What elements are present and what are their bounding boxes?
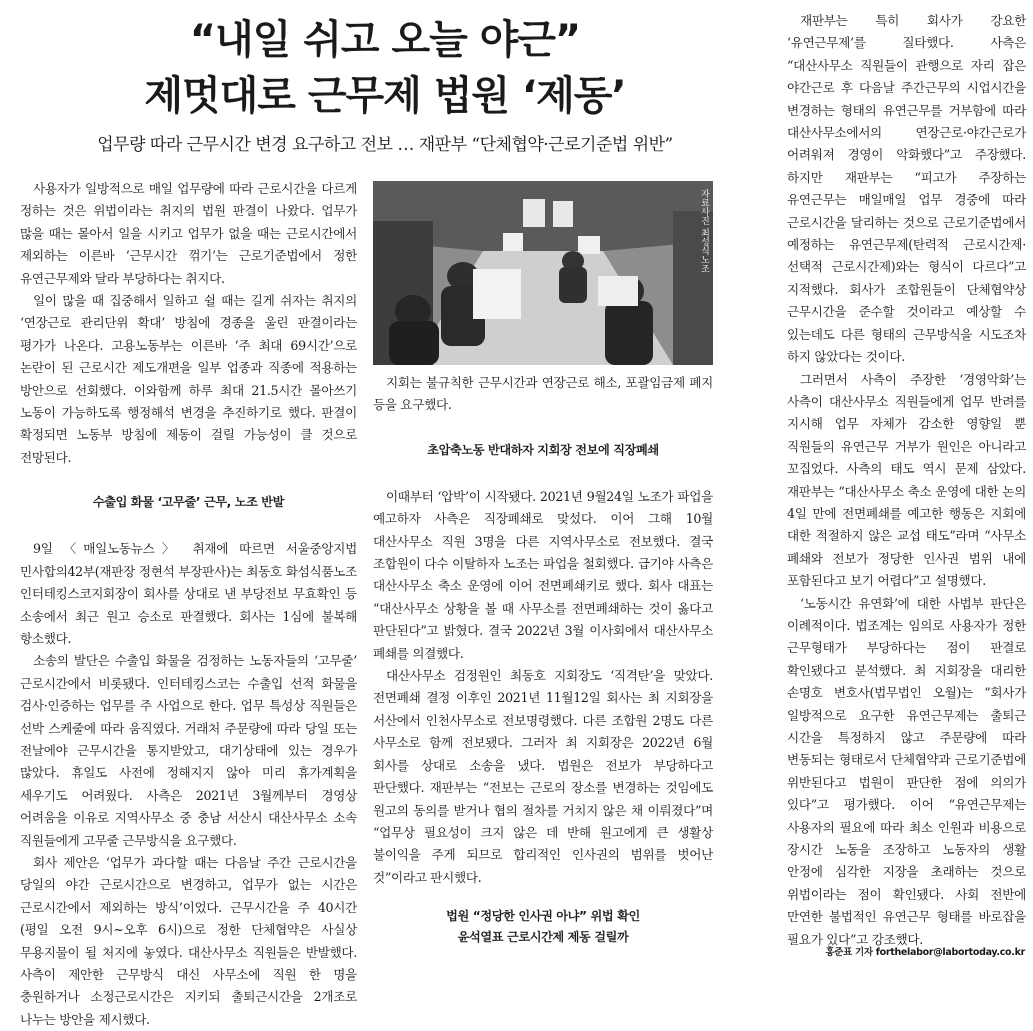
- paragraph-lead-2: 일이 많을 때 집중해서 일하고 쉴 때는 길게 쉬자는 취지의 ‘연장근로 관리단위 확대’ 방침에 경종을 울린 판결이라는 평가가 나온다. 고용노동부는 이른바 ‘주 최대 69시간’으로 논란이 된 근로시간 제도개편을 일부 업종과 직종에 적용하는 방안으로 선회했다. 이와함께 하루 최대 21.5시간 몰아쓰기 노동이 가능하도록 행정해석 변경을 추진하기로 했다. 판결이 확정되면 노동부 방침에 제동이 걸릴 가능성이 클 것으로 전망된다.: [20, 293, 357, 465]
- photo-credit: 자료사진 최성식노조: [699, 189, 709, 273]
- section-heading-2: 초압축노동 반대하자 지회장 전보에 직장폐쇄: [427, 442, 659, 457]
- subheadline: 업무량 따라 근무시간 변경 요구하고 전보 … 재판부 “단체협약·근로기준법 위반”: [97, 135, 673, 155]
- protest-photo-illustration: [373, 181, 713, 365]
- paragraph-col3-3: ‘노동시간 유연화’에 대한 사법부 판단은 이례적이다. 법조계는 임의로 사용자가 정한 근무형태가 부당하다는 점이 판결로 확인됐다고 분석했다. 최 지회장을 대리한 손명호 변호사(법무법인 오월)는 “회사가 일방적으로 요구한 유연근무제는 출퇴근 시간을 특정하지 않고 주문량에 따라 변동되는 형태로서 단체협약과 근로기준법에 위반된다고 법원이 판단한 점에 의의가 있다”고 평가했다. 이어 “유연근무제는 사용자의 필요에 따라 최소 인원과 비용으로 장시간 노동을 조장하고 노동자의 생활 안정에 심각한 지장을 초래하는 것으로 위법이라는 점이 확인됐다. 사회 전반에 만연한 불법적인 유연근무 형태를 바로잡을 필요가 있다”고 강조했다.: [787, 595, 1026, 947]
- section-heading-3-line-1: 법원 “정당한 인사권 아냐” 위법 확인: [446, 909, 640, 924]
- section-heading-3-line-2: 윤석열표 근로시간제 제동 걸릴까: [457, 930, 629, 945]
- paragraph-col2-1: 이때부터 ‘압박’이 시작됐다. 2021년 9월24일 노조가 파업을 예고하자 사측은 직장폐쇄로 맞섰다. 이어 그해 10월 대산사무소 직원 3명을 다른 지역사무소로 전보했다. 결국 조합원이 다수 이탈하자 노조는 파업을 철회했다. 급기야 사측은 대산사무소 축소 운영에 이어 전면폐쇄키로 했다. 회사 대표는 “대산사무소 상황을 볼 때 사무소를 전면폐쇄하는 것이 옳다고 판단된다”고 밝혔다. 결국 2022년 3월 이사회에서 대산사무소 폐쇄를 의결했다.: [373, 488, 713, 661]
- paragraph-col3-1: 재판부는 특히 회사가 강요한 ‘유연근무제’를 질타했다. 사측은 “대산사무소 직원들이 관행으로 자리 잡은 야간근로 후 다음날 주간근무의 시업시간을 변경하는 형태의 유연근무를 거부함에 따라 대산사무소에서의 연장근로·야간근로가 어려워져 경영이 악화했다”고 주장했다. 하지만 재판부는 “피고가 주장하는 유연근무는 매일매일 업무 경중에 따라 근로시간을 달리하는 것으로 근로기준법에서 예정하는 유연근무제(탄력적 근로시간제·선택적 근로시간제)와는 형식이 다르다”고 지적했다. 회사가 조합원들이 단체협약상 근무시간을 준수할 것이라고 예상할 수 있는데도 다른 형태의 근무방식을 시도조차 하지 않았다는 것이다.: [787, 13, 1026, 365]
- headline-line-1: “내일 쉬고 오늘 야근”: [189, 17, 581, 63]
- article-column-2: [373, 372, 713, 948]
- paragraph-col2-2: 대산사무소 검정원인 최동호 지회장도 ‘직격탄’을 맞았다. 전면폐쇄 결정 이후인 2021년 11월12일 회사는 최 지회장을 서산에서 인천사무소로 전보명령했다. 다른 조합원 2명도 다른 사무소로 함께 전보됐다. 그러자 최 지회장은 2022년 6월 회사를 상대로 소송을 냈다. 법원은 전보가 부당하다고 판단했다. 재판부는 “전보는 근로의 장소를 변경하는 것임에도 원고의 동의를 받거나 협의 절차를 거치지 않은 채 이뤄졌다”며 “업무상 필요성이 크지 않은 데 반해 원고에게 큰 생활상 불이익을 주게 되므로 합리적인 인사권의 범위를 벗어난 것”이라고 판시했다.: [373, 668, 713, 885]
- paragraph-col3-2: 그러면서 사측이 주장한 ‘경영악화’는 사측이 대산사무소 직원들에게 업무 반려를 지시해 업무 자체가 감소한 영향일 뿐 직원들의 유연근무 거부가 원인은 아니라고 꼬집었다. 사측의 태도 역시 문제 삼았다. 재판부는 “대산사무소 축소 운영에 대한 논의 4일 만에 전면폐쇄를 예고한 행동은 지회에 대한 적절하지 않은 교섭 태도”라며 “사무소 폐쇄와 전보가 정당한 인사권 범위 내에 포함된다고 보기 어렵다”고 설명했다.: [787, 371, 1026, 589]
- byline: 홍준표 기자 forthelabor@labortoday.co.kr: [825, 947, 1025, 958]
- paragraph-lead-1: 사용자가 일방적으로 매일 업무량에 따라 근로시간을 다르게 정하는 것은 위법이라는 취지의 법원 판결이 나왔다. 업무가 많을 때는 몰아서 일을 시키고 업무가 없을 때는 근로시간에서 제외하는 이른바 ‘근무시간 꺾기’는 근로기준법에서 정한 유연근무제와 달라 부당하다는 취지다.: [20, 181, 357, 286]
- paragraph-col1-4: 소송의 발단은 수출입 화물을 검정하는 노동자들의 ‘고무줄’ 근로시간에서 비롯됐다. 인터테킹스코는 수출입 선적 화물을 검사·인증하는 업무를 주 사업으로 한다. 업무 특성상 직원들은 선박 스케줄에 따라 움직였다. 거래처 주문량에 따라 당일 또는 전날에야 근무시간을 통지받았고, 대기상태에 있는 경우가 많았다. 휴일도 사전에 정해지지 않아 미리 휴가계획을 세우기도 어려웠다. 사측은 2021년 3월께부터 경영상 어려움을 이유로 지역사무소 중 충남 서산시 대산사무소 소속 직원들에게 고무줄 근무방식을 요구했다.: [20, 653, 357, 848]
- article-column-1: [20, 178, 357, 1031]
- section-heading-1: 수출입 화물 ‘고무줄’ 근무, 노조 반발: [92, 495, 285, 510]
- paragraph-col1-3: 9일 〈매일노동뉴스〉 취재에 따르면 서울중앙지법 민사합의42부(재판장 정현석 부장판사)는 최동호 화섬식품노조 인터테킹스코지회장이 회사를 상대로 낸 부당전보 무효확인 등 소송에서 최근 원고 승소로 판결했다. 회사는 1심에 불복해 항소했다.: [20, 541, 357, 646]
- photo-caption: 지회는 불규칙한 근무시간과 연장근로 해소, 포괄임금제 폐지 등을 요구했다.: [373, 375, 713, 413]
- article-column-3: [787, 10, 1026, 951]
- protest-photo: [373, 181, 713, 365]
- paragraph-col1-5: 회사 제안은 ‘업무가 과다할 때는 다음날 주간 근로시간을 당일의 야간 근로시간으로 변경하고, 업무가 없는 시간은 근로시간에서 제외하는 방식’이었다. 근무시간을 주 40시간(평일 오전 9시~오후 6시)으로 정한 단체협약은 사실상 무용지물이 될 처지에 놓였다. 대산사무소 직원들은 반발했다. 사측이 제안한 근무방식 대신 사무소에 직원 한 명을 충원하거나 소정근로시간은 지키되 출퇴근시간을 2개조로 나누는 방안을 제시했다.: [20, 854, 357, 1027]
- headline-line-2: 제멋대로 근무제 법원 ‘제동’: [144, 73, 626, 119]
